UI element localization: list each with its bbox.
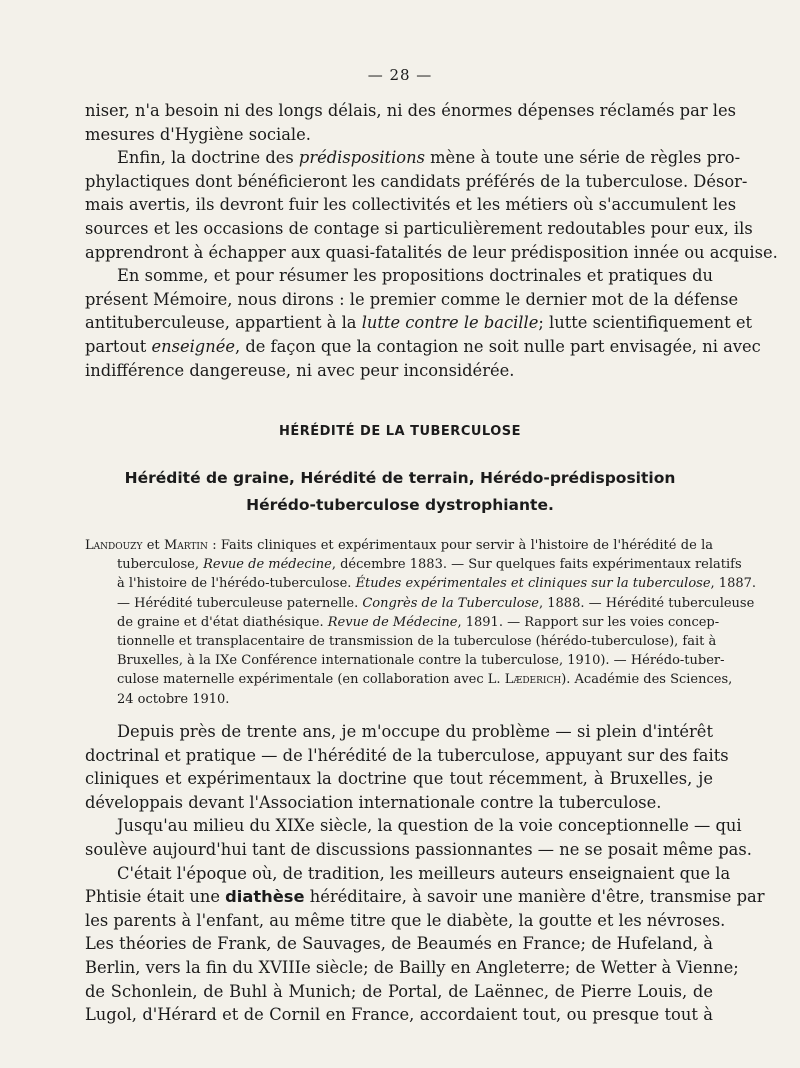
text-line: Enfin, la doctrine des prédispositions mène à toute une série de règles pro- [117, 148, 741, 168]
bib-line: tionnelle et transplacentaire de transmission de la tuberculose (hérédo-tuberculose), fait à [117, 633, 717, 649]
text-line: sources et les occasions de contage si particulièrement redoutables pour eux, ils [85, 218, 753, 238]
text-line: Lugol, d'Hérard et de Cornil en France, accordaient tout, ou presque tout à [85, 1005, 713, 1025]
text-line: de Schonlein, de Buhl à Munich; de Portal, de Laënnec, de Pierre Louis, de [85, 981, 713, 1001]
emphasis: lutte contre le bacille [361, 313, 539, 333]
author-name: Martin [163, 538, 208, 553]
text-line: niser, n'a besoin ni des longs délais, ni des énormes dépenses réclamés par les [85, 101, 736, 120]
text-line: cliniques et expérimentaux la doctrine que tout récemment, à Bruxelles, je [85, 769, 713, 789]
intro-paragraphs [85, 99, 778, 382]
bib-line: Landouzy et Martin : Faits cliniques et expérimentaux pour servir à l'histoire de l'hérédité de la [85, 538, 713, 553]
text-line: mesures d'Hygiène sociale. [85, 124, 311, 144]
subheading-line: Hérédité de graine, Hérédité de terrain, Hérédo-prédisposition [124, 469, 676, 487]
text-line: En somme, et pour résumer les propositions doctrinales et pratiques du [117, 266, 713, 286]
author-name: Landouzy [85, 538, 143, 553]
emphasis: enseignée [151, 336, 235, 356]
bib-line: Bruxelles, à la IXe Conférence internationale contre la tuberculose, 1910). — Hérédo-tuber- [117, 653, 725, 669]
text-line: C'était l'époque où, de tradition, les meilleurs auteurs enseignaient que la [117, 863, 731, 883]
section-heading: HÉRÉDITÉ DE LA TUBERCULOSE [278, 424, 522, 439]
bibliography [85, 536, 757, 709]
text-line: partout enseignée, de façon que la contagion ne soit nulle part envisagée, ni avec [85, 336, 761, 356]
text-line: Jusqu'au milieu du XIXe siècle, la question de la voie conceptionnelle — qui [117, 816, 742, 836]
text-line: doctrinal et pratique — de l'hérédité de la tuberculose, appuyant sur des faits [85, 745, 729, 765]
text-line: présent Mémoire, nous dirons : le premier comme le dernier mot de la défense [85, 289, 739, 309]
emphasis: diathèse [225, 887, 305, 907]
text-line: apprendront à échapper aux quasi-fatalités de leur prédisposition innée ou acquise. [85, 242, 778, 262]
subheading-line: Hérédo-tuberculose dystrophiante. [246, 496, 554, 514]
bib-line: culose maternelle expérimentale (en collaboration avec L. Læderich). Académie des Sciences, [117, 672, 733, 688]
text-line: indifférence dangereuse, ni avec peur inconsidérée. [85, 360, 515, 380]
text-line: Berlin, vers la fin du XVIIIe siècle; de Bailly en Angleterre; de Wetter à Vienne; [85, 957, 739, 977]
text-line: phylactiques dont bénéficieront les candidats préférés de la tuberculose. Désor- [85, 171, 748, 191]
text-line: Phtisie était une diathèse héréditaire, à savoir une manière d'être, transmise par [85, 887, 765, 907]
emphasis: prédispositions [298, 148, 425, 168]
bib-line: tuberculose, Revue de médecine, décembre 1883. — Sur quelques faits expérimentaux relatifs [117, 557, 742, 573]
main-paragraphs [85, 720, 765, 1027]
text-line: soulève aujourd'hui tant de discussions passionnantes — ne se posait même pas. [85, 839, 752, 859]
text-line: développais devant l'Association internationale contre la tuberculose. [85, 792, 662, 812]
page-number: — 28 — [367, 66, 433, 84]
text-line: Depuis près de trente ans, je m'occupe du problème — si plein d'intérêt [117, 722, 713, 741]
bib-line: à l'histoire de l'hérédo-tuberculose. Études expérimentales et cliniques sur la tuberculose, 1887. [117, 576, 757, 592]
text-line: Les théories de Frank, de Sauvages, de Beaumés en France; de Hufeland, à [85, 934, 713, 954]
bib-line: de graine et d'état diathésique. Revue de Médecine, 1891. — Rapport sur les voies concep- [117, 614, 720, 630]
text-line: les parents à l'enfant, au même titre que le diabète, la goutte et les névroses. [85, 910, 726, 930]
bib-line: — Hérédité tuberculeuse paternelle. Congrès de la Tuberculose, 1888. — Hérédité tuberculeuse [117, 595, 755, 611]
bib-line: 24 octobre 1910. [117, 691, 230, 707]
text-line: mais avertis, ils devront fuir les collectivités et les métiers où s'accumulent les [85, 195, 737, 215]
text-line: antituberculeuse, appartient à la lutte contre le bacille; lutte scientifiquement et [85, 313, 753, 333]
